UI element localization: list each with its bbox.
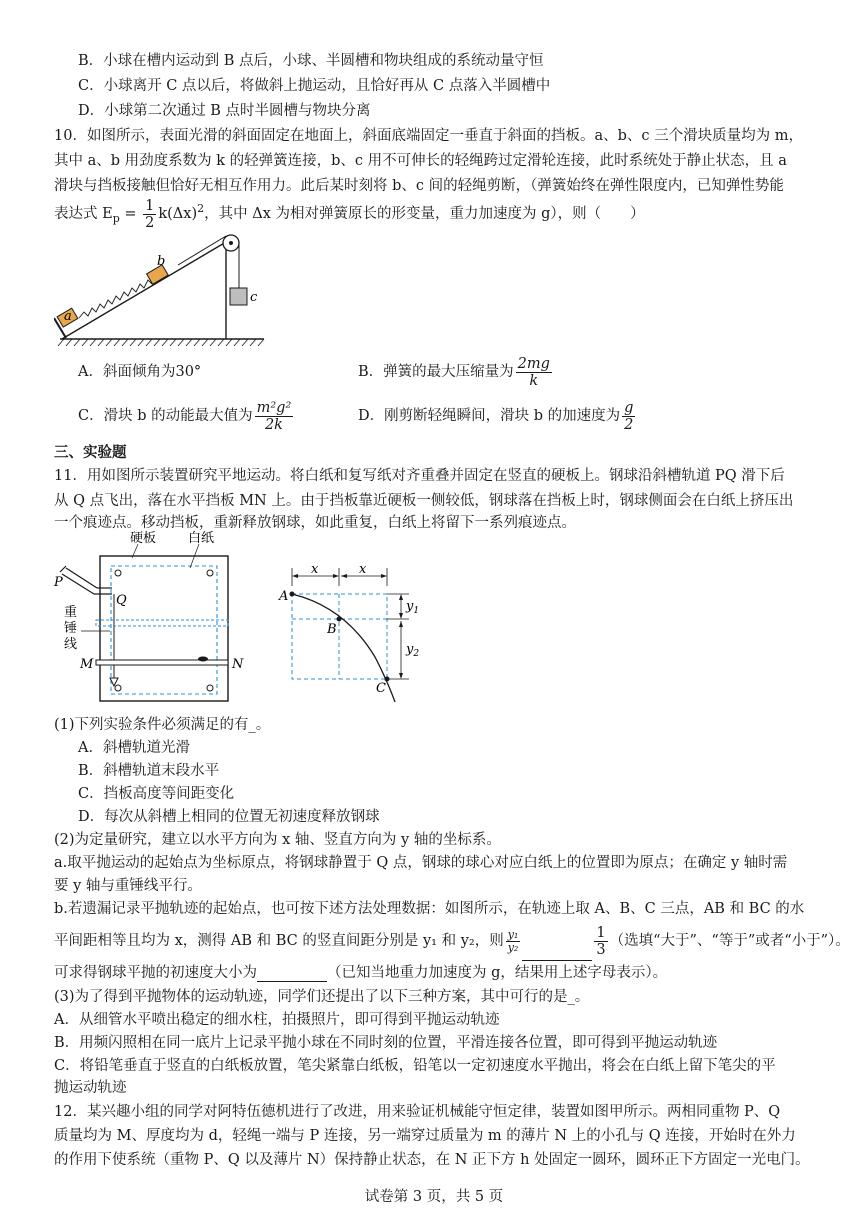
q10-stem-line3: 滑块与挡板接触但恰好无相互作用力。此后某时刻将 b、c 间的轻绳剪断，（弹簧始终在弹性限度内，已知弹性势能 [54, 178, 784, 194]
paper-label: 白纸 [188, 531, 215, 546]
label-x2: x [359, 562, 367, 577]
q9-option-c: C．小球离开 C 点以后，将做斜上抛运动，且恰好再从 C 点落入半圆槽中 [78, 78, 551, 94]
label-a-point: A [279, 589, 289, 604]
q11-part1-option-c: C．挡板高度等间距变化 [78, 786, 235, 802]
energy-subscript: p [112, 211, 120, 225]
plumb-label-2: 锤 [64, 621, 78, 636]
label-c: c [250, 290, 258, 305]
label-b-point: B [327, 622, 337, 637]
q10-stem-line1: 10．如图所示，表面光滑的斜面固定在地面上，斜面底端固定一垂直于斜面的挡板。a、b、c 三个滑块质量均为 m， [54, 128, 803, 144]
ratio-fraction [506, 929, 521, 954]
velocity-text: 可求得钢球平抛的初速度大小为 [54, 965, 257, 981]
q11-part2b-line2 [54, 921, 850, 961]
option-c-denominator: 2k [264, 416, 283, 433]
equals-sign: = [119, 206, 142, 222]
board-label: 硬板 [130, 531, 157, 546]
q11-part3-option-b: B．用频闪照相在同一底片上记录平抛小球在不同时刻的位置，平滑连接各位置，即可得到平抛运动轨迹 [54, 1035, 718, 1051]
ratio-numerator: y₁ [507, 927, 519, 941]
fraction-denominator: 2 [145, 214, 155, 231]
q11-part2a-line1: a.取平抛运动的起始点为坐标原点，将钢球静置于 Q 点，钢球的球心对应白纸上的位置即为原点；在确定 y 轴时需 [54, 855, 788, 871]
option-b-denominator: k [529, 372, 539, 389]
velocity-hint: （已知当地重力加速度为 g，结果用上述字母表示）。 [327, 965, 668, 981]
q11-part3-option-c-line1: C．将铅笔垂直于竖直的白纸板放置，笔尖紧靠白纸板，铅笔以一定初速度水平抛出，将会在白纸上留下笔尖的平 [54, 1058, 776, 1074]
option-d-numerator: g [624, 399, 634, 416]
third-numerator: 1 [596, 924, 606, 941]
comparison-blank[interactable] [522, 960, 592, 961]
trajectory-figure [275, 562, 435, 707]
stem-tail: ，其中 Δx 为相对弹簧原长的形变量，重力加速度为 g），则（ ） [204, 206, 645, 222]
q11-part1: (1)下列实验条件必须满足的有_。 [54, 717, 271, 733]
label-a: a [64, 309, 72, 324]
q11-part3-option-a: A．从细管水平喷出稳定的细水柱，拍摄照片，即可得到平抛运动轨迹 [54, 1012, 500, 1028]
page-footer: 试卷第 3 页，共 5 页 [364, 1189, 504, 1205]
apparatus-figure [50, 528, 245, 708]
q10-option-b [358, 350, 554, 394]
choice-hint: （选填“大于”、“等于”或者“小于”）。 [609, 933, 850, 949]
q12-stem-line3: 的作用下使系统（重物 P、Q 以及薄片 N）保持静止状态，在 N 正下方 h 处固定一圆环，圆环正下方固定一光电门。 [54, 1152, 810, 1168]
q11-part2b-line3 [54, 964, 667, 982]
y1-symbol: y [406, 599, 414, 614]
label-c-point: C [376, 681, 386, 696]
q11-part3: (3)为了得到平抛物体的运动轨迹，同学们还提出了以下三种方案，其中可行的是_。 [54, 989, 590, 1005]
q11-part1-option-b: B．斜槽轨道末段水平 [78, 763, 220, 779]
option-b-text: B．弹簧的最大压缩量为 [358, 364, 514, 380]
velocity-blank[interactable] [257, 965, 327, 982]
label-b: b [157, 254, 166, 269]
half-fraction [143, 198, 156, 231]
third-fraction [594, 925, 607, 958]
y2-symbol: y [406, 642, 414, 657]
q11-stem-line1: 11．用如图所示装置研究平地运动。将白纸和复写纸对齐重叠并固定在竖直的硬板上。钢球沿斜槽轨道 PQ 滑下后 [54, 468, 785, 484]
q12-stem-line1: 12．某兴趣小组的同学对阿特伍德机进行了改进，用来验证机械能守恒定律，装置如图甲所示。两相同重物 P、Q [54, 1104, 781, 1120]
label-q: Q [116, 593, 127, 608]
energy-superscript: 2 [197, 202, 205, 216]
q11-part2a-line2: 要 y 轴与重锤线平行。 [54, 878, 202, 894]
q10-option-c [78, 394, 295, 438]
label-y2 [405, 642, 419, 659]
option-d-text: D．刚剪断轻绳瞬间，滑块 b 的加速度为 [358, 408, 621, 424]
y1-subscript: 1 [413, 606, 420, 616]
plumb-label-3: 线 [64, 637, 78, 652]
option-d-denominator: 2 [624, 416, 634, 433]
option-b-fraction [516, 356, 552, 389]
q11-part3-option-c-line2: 抛运动轨迹 [54, 1080, 127, 1096]
q11-part1-option-d: D．每次从斜槽上相同的位置无初速度释放钢球 [78, 809, 380, 825]
label-p: P [54, 575, 63, 590]
q10-stem-line2: 其中 a、b 用劲度系数为 k 的轻弹簧连接，b、c 用不可伸长的轻绳跨过定滑轮连接，此时系统处于静止状态，且 a [54, 153, 787, 169]
option-c-fraction [255, 400, 294, 433]
q11-stem-line2: 从 Q 点飞出，落在水平挡板 MN 上。由于挡板靠近硬板一侧较低，钢球落在挡板上时，钢球侧面会在白纸上挤压出 [54, 493, 794, 509]
q9-option-d: D．小球第二次通过 B 点时半圆槽与物块分离 [78, 103, 371, 119]
third-denominator: 3 [596, 941, 606, 958]
q9-option-b: B．小球在槽内运动到 B 点后，小球、半圆槽和物块组成的系统动量守恒 [78, 53, 544, 69]
label-x1: x [311, 562, 319, 577]
q11-part2: (2)为定量研究，建立以水平方向为 x 轴、竖直方向为 y 轴的坐标系。 [54, 832, 501, 848]
incline-figure [54, 232, 269, 352]
q12-stem-line2: 质量均为 M、厚度均为 d，轻绳一端与 P 连接，另一端穿过质量为 m 的薄片 N 上的小孔与 Q 连接，开始时在外力 [54, 1128, 796, 1144]
label-m: M [80, 657, 94, 672]
q10-stem-line4 [54, 197, 645, 231]
q10-option-d [358, 394, 637, 438]
q11-part2b-line1: b.若遗漏记录平抛轨迹的起始点，也可按下述方法处理数据：如图所示，在轨迹上取 A、B、C 三点，AB 和 BC 的水 [54, 901, 805, 917]
option-b-numerator: 2mg [517, 355, 550, 372]
spring-energy-term: k(Δx) [158, 206, 198, 222]
option-c-numerator: m²g² [256, 399, 292, 416]
label-n: N [232, 657, 244, 672]
section-title: 三、实验题 [54, 444, 127, 461]
q11-part1-option-a: A．斜槽轨道光滑 [78, 740, 190, 756]
y2-subscript: 2 [413, 649, 420, 659]
q11-stem-line3: 一个痕迹点。移动挡板，重新释放钢球，如此重复，白纸上将留下一系列痕迹点。 [54, 515, 576, 531]
ratio-text: 平间距相等且均为 x，测得 AB 和 BC 的竖直间距分别是 y₁ 和 y₂，则 [54, 933, 504, 949]
option-c-text: C．滑块 b 的动能最大值为 [78, 408, 253, 424]
plumb-label-1: 重 [64, 605, 78, 620]
ratio-denominator: y₂ [507, 940, 519, 954]
label-y1 [405, 599, 419, 616]
option-d-fraction [622, 400, 635, 433]
fraction-numerator: 1 [145, 197, 155, 214]
energy-symbol: 表达式 E [54, 206, 113, 222]
q10-option-a: A．斜面倾角为30° [78, 364, 202, 380]
